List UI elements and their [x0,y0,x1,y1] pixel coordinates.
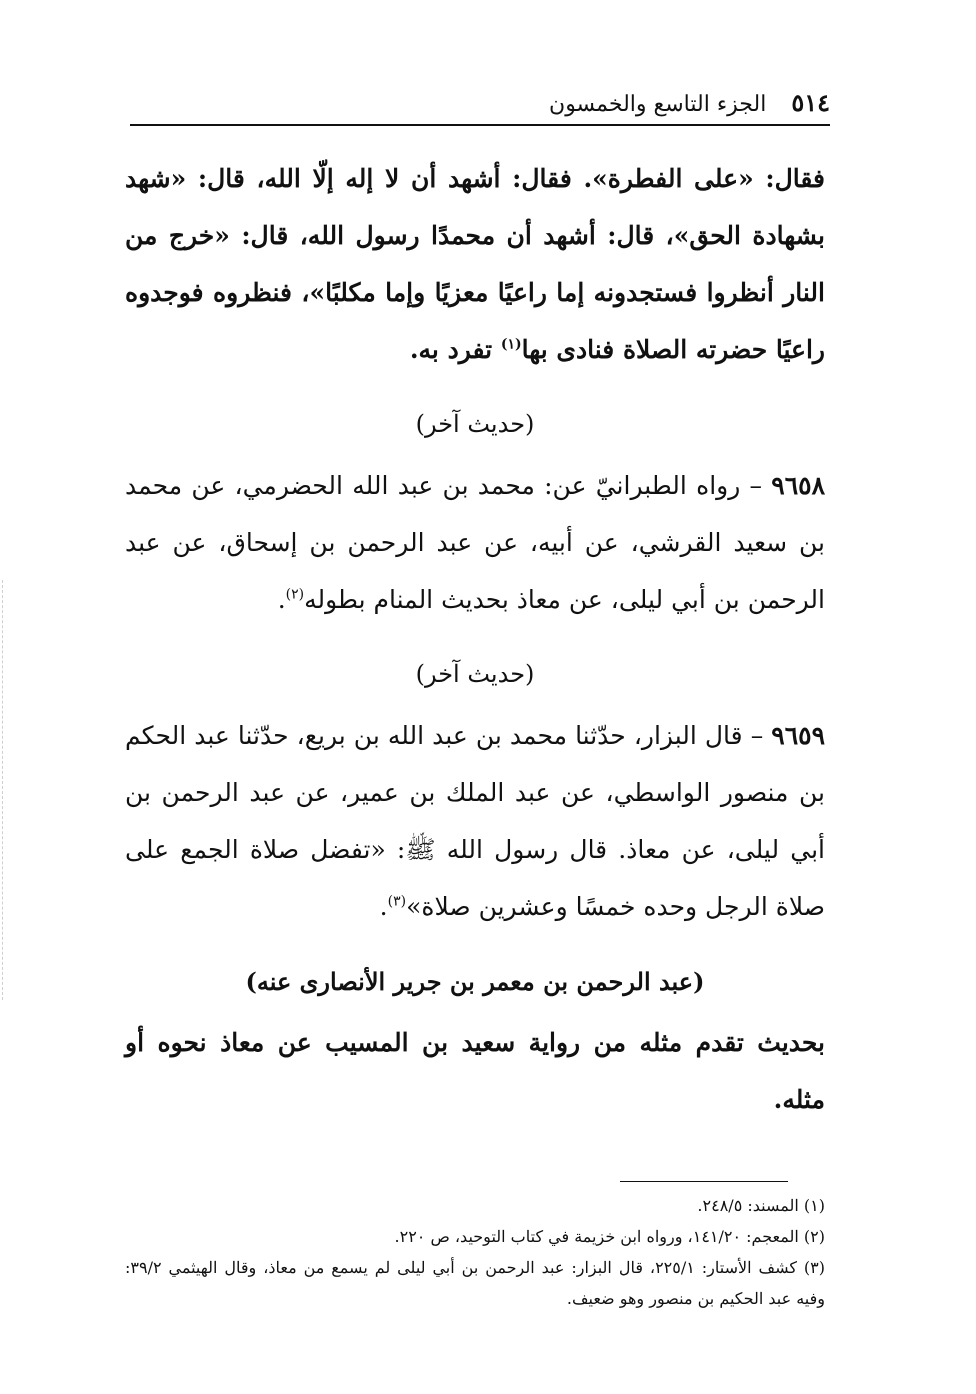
hadith-number: ٩٦٥٩ [771,721,825,750]
hadith-paragraph-1 [125,150,825,378]
paragraph-text: فقال: «على الفطرة». فقال: أشهد أن لا إله إلّا الله، قال: «شهد بشهادة الحق»، قال: أشهد أن محمدًا رسول الله، قال: «خرج من النار أنظروا فستجدونه إما راعيًا معزيًا وإما مكلبًا»، فنظروه فوجدوه راعيًا حضرته الصلاة فنادى بها [125,164,825,364]
page-number: ٥١٤ [791,88,830,117]
hadith-text: – قال البزار، حدّثنا محمد بن عبد الله بن بريع، حدّثنا عبد الحكم بن منصور الواسطي، عن عبد الملك بن عمير، عن عبد الرحمن بن أبي ليلى، عن معاذ. قال رسول الله ﷺ: «تفضل صلاة الجمع على صلاة الرجل وحده خمسًا وعشرين صلاة» [125,721,825,921]
footnote-ref-3[interactable]: (٣) [387,893,407,910]
main-text [125,150,825,1128]
footnotes [125,1190,825,1314]
paragraph-end: تفرد به. [409,335,501,364]
hadith-9659 [125,707,825,935]
section-heading-3: (عبد الرحمن بن معمر بن جرير الأنصارى عنه) [245,967,705,996]
header-rule [130,124,830,126]
part-title: الجزء التاسع والخمسون [549,92,767,117]
footnote-ref-2[interactable]: (٢) [285,586,305,603]
closing-paragraph: بحديث تقدم مثله من رواية سعيد بن المسيب عن معاذ نحوه أو مثله. [125,1028,825,1114]
running-header [130,86,830,126]
section-heading-2: (حديث آخر) [415,660,535,688]
footnote-rule [620,1181,788,1182]
footnote-2: (٢) المعجم: ١٤١/٢٠، ورواه ابن خزيمة في كتاب التوحيد، ص ٢٢٠. [394,1227,825,1246]
hadith-end: . [379,892,388,921]
hadith-end: . [277,585,286,614]
hadith-text: – رواه الطبرانيّ عن: محمد بن عبد الله الحضرمي، عن محمد بن سعيد القرشي، عن أبيه، عن عبد الرحمن بن إسحاق، عن عبد الرحمن بن أبي ليلى، عن معاذ بحديث المنام بطوله [125,471,825,614]
footnote-3: (٣) كشف الأستار: ٢٢٥/١، قال البزار: عبد الرحمن بن أبي ليلى لم يسمع من معاذ، وقال الهيثمي ٣٩/٢: وفيه عبد الحكيم بن منصور وهو ضعيف. [125,1258,826,1308]
footnote-1: (١) المسند: ٢٤٨/٥. [697,1196,825,1215]
section-heading-1: (حديث آخر) [415,410,535,438]
footnote-ref-1[interactable]: (١) [500,336,522,353]
hadith-9658 [125,457,825,628]
hadith-number: ٩٦٥٨ [771,471,825,500]
scan-edge-mark [2,580,5,1000]
